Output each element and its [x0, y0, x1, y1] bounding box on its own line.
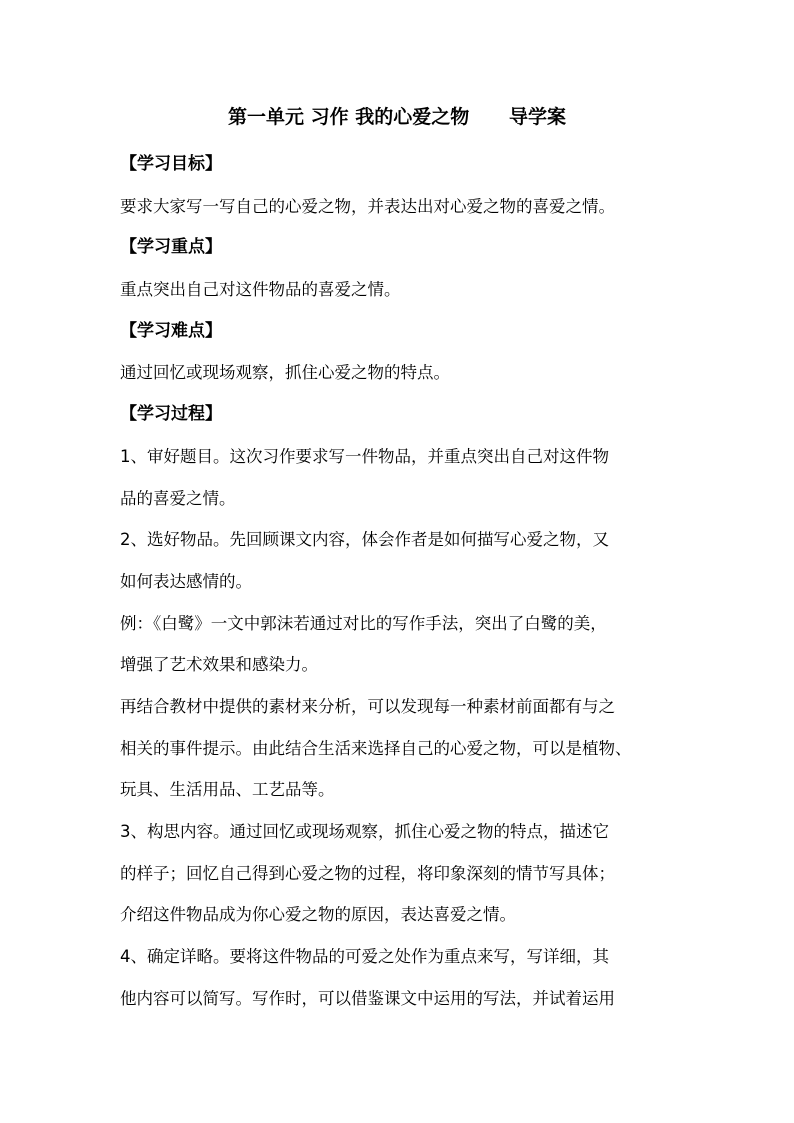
body-text-line: 相关的事件提示。由此结合生活来选择自己的心爱之物，可以是植物、	[120, 738, 632, 758]
section-heading: 【学习重点】	[120, 237, 222, 258]
body-text-line: 增强了艺术效果和感染力。	[120, 655, 318, 675]
body-text-line: 的样子；回忆自己得到心爱之物的过程，将印象深刻的情节写具体；	[120, 863, 615, 883]
body-text-line: 2、选好物品。先回顾课文内容，体会作者是如何描写心爱之物，又	[120, 530, 609, 550]
document-body	[120, 144, 692, 1019]
section-heading: 【学习难点】	[120, 320, 222, 341]
body-text-line: 他内容可以简写。写作时，可以借鉴课文中运用的写法，并试着运用	[120, 988, 615, 1008]
section-heading: 【学习过程】	[120, 404, 222, 425]
body-text-line: 1、审好题目。这次习作要求写一件物品，并重点突出自己对这件物	[120, 446, 609, 466]
body-text-line: 4、确定详略。要将这件物品的可爱之处作为重点来写，写详细，其	[120, 947, 609, 967]
body-text-line: 3、构思内容。通过回忆或现场观察，抓住心爱之物的特点，描述它	[120, 822, 609, 841]
body-text-line: 如何表达感情的。	[120, 571, 252, 591]
body-text-line: 品的喜爱之情。	[120, 488, 236, 508]
body-text-line: 要求大家写一写自己的心爱之物，并表达出对心爱之物的喜爱之情。	[120, 196, 615, 216]
document-title: 第一单元 习作 我的心爱之物 导学案	[228, 106, 566, 128]
body-text-line: 例：《白鹭》一文中郭沫若通过对比的写作手法，突出了白鹭的美，	[120, 613, 607, 633]
body-text-line: 再结合教材中提供的素材来分析，可以发现每一种素材前面都有与之	[120, 696, 615, 716]
body-text-line: 介绍这件物品成为你心爱之物的原因，表达喜爱之情。	[120, 905, 516, 925]
body-text-line: 通过回忆或现场观察，抓住心爱之物的特点。	[120, 363, 450, 383]
section-heading: 【学习目标】	[120, 154, 222, 174]
body-text-line: 玩具、生活用品、工艺品等。	[120, 780, 335, 800]
body-text-line: 重点突出自己对这件物品的喜爱之情。	[120, 280, 401, 300]
